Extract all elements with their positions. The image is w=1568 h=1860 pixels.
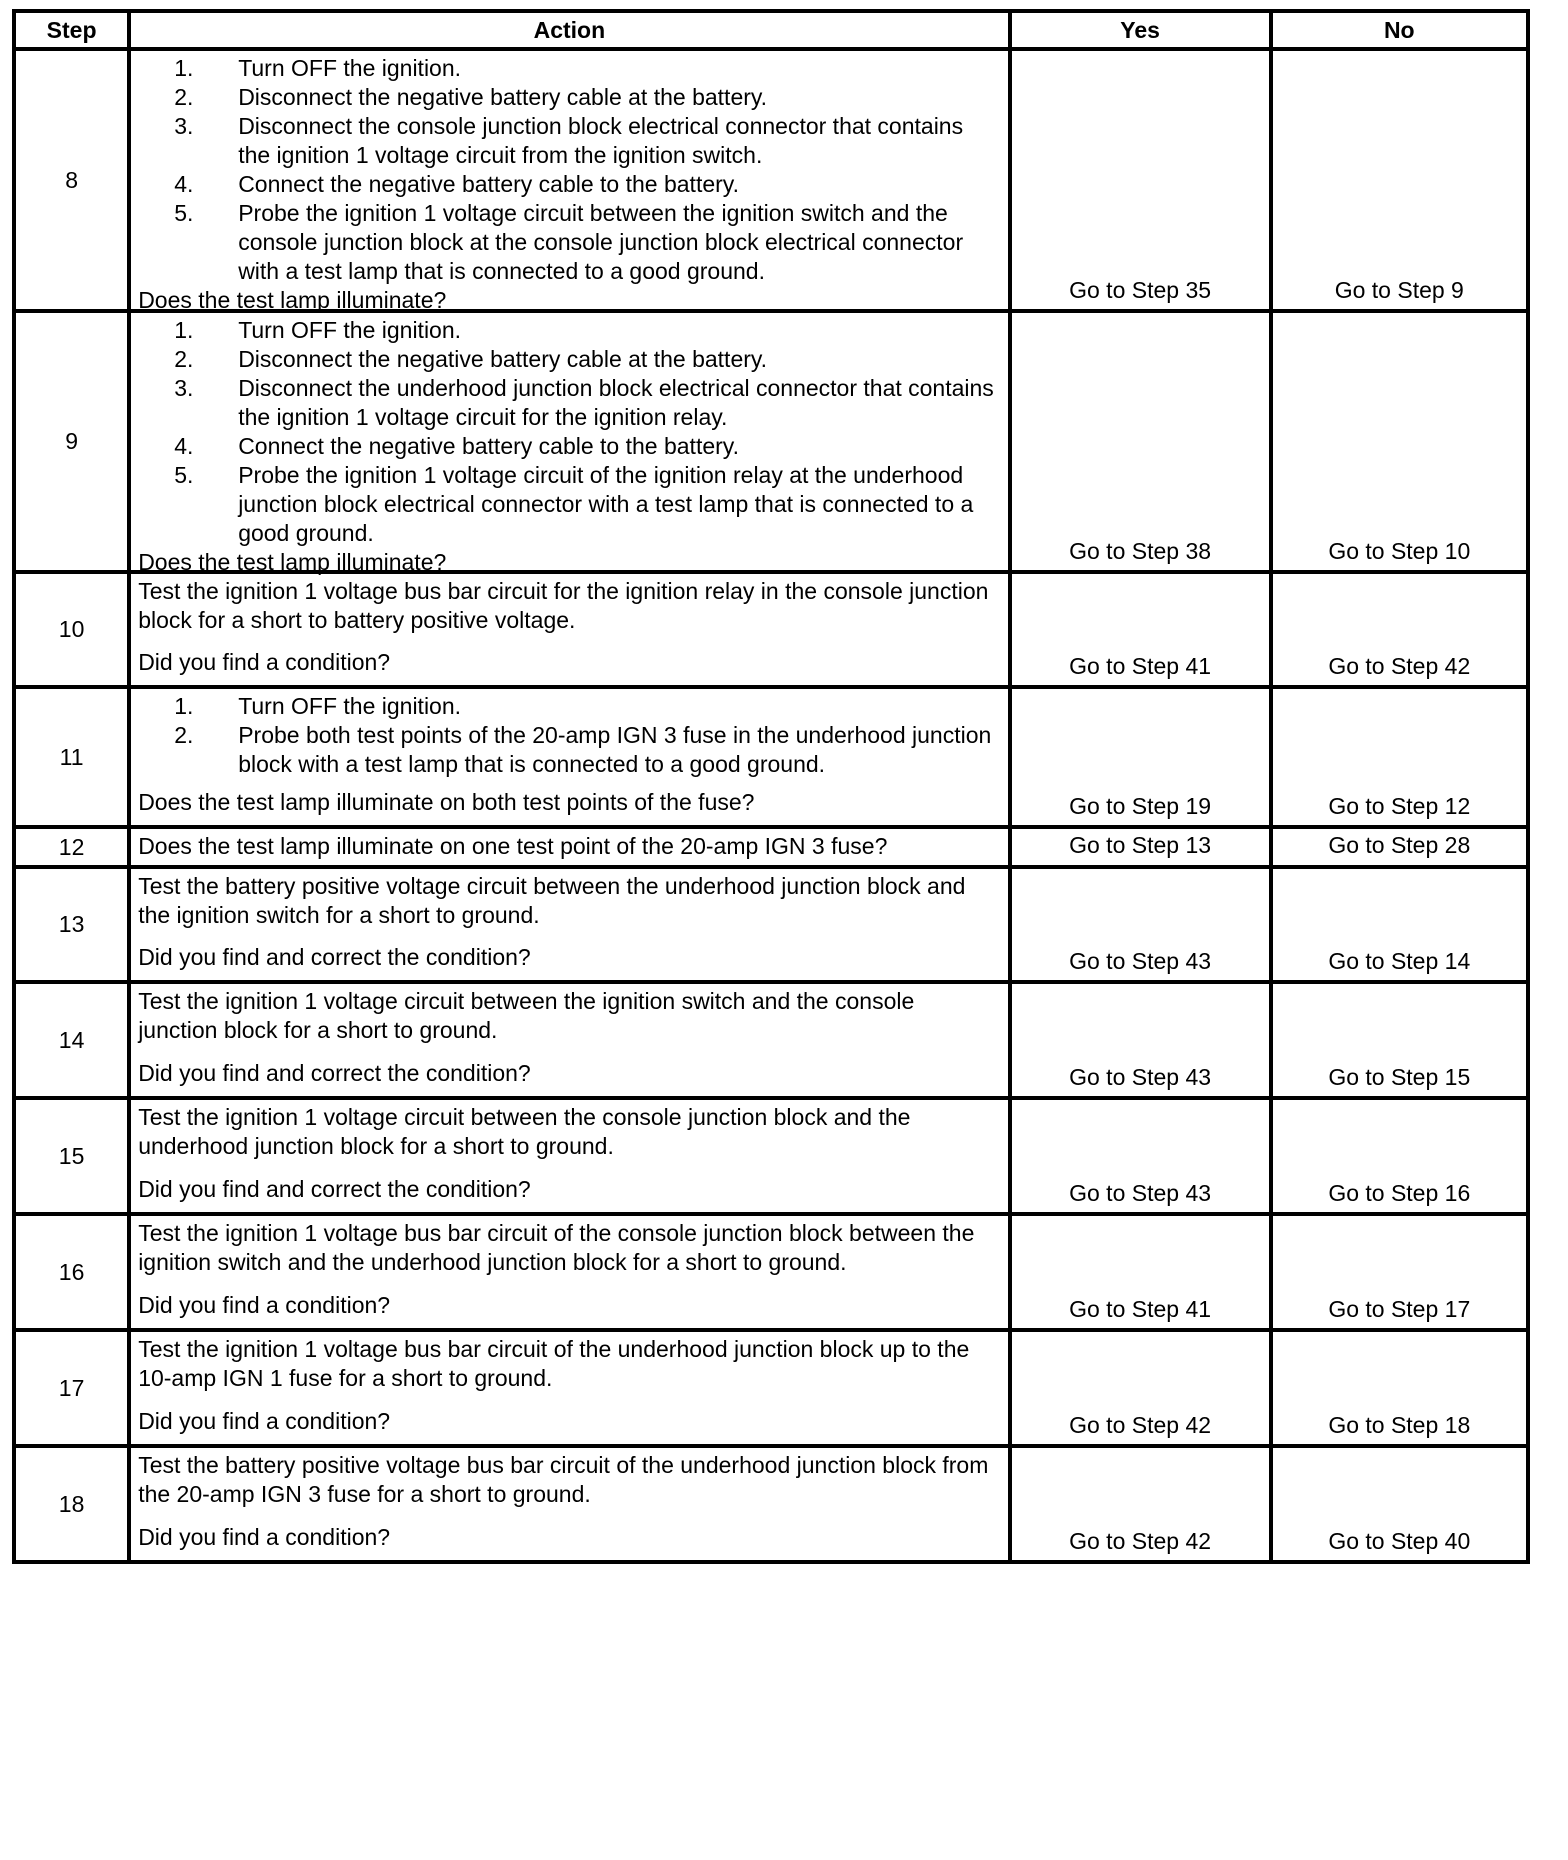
table-body bbox=[14, 49, 1528, 1562]
procedure-list bbox=[138, 692, 999, 779]
action-question: Does the test lamp illuminate? bbox=[138, 287, 447, 313]
procedure-item bbox=[174, 374, 999, 432]
procedure-item bbox=[174, 692, 999, 721]
action-content bbox=[138, 692, 999, 817]
yes-result: Go to Step 41 bbox=[1010, 572, 1271, 687]
action-question: Did you find a condition? bbox=[138, 1292, 391, 1318]
procedure-item bbox=[174, 316, 999, 345]
action-instructions bbox=[138, 577, 999, 635]
action-instructions bbox=[138, 1219, 999, 1277]
action-instructions bbox=[138, 692, 999, 779]
action-cell bbox=[129, 827, 1009, 867]
procedure-item-number: 1. bbox=[174, 317, 194, 343]
yes-result: Go to Step 43 bbox=[1010, 982, 1271, 1098]
action-content bbox=[138, 1335, 999, 1436]
action-cell bbox=[129, 1330, 1009, 1446]
header-step: Step bbox=[14, 11, 129, 49]
procedure-item-number: 3. bbox=[174, 113, 194, 139]
header-yes: Yes bbox=[1010, 11, 1271, 49]
procedure-item-text: Connect the negative battery cable to the battery. bbox=[238, 171, 739, 197]
table-row bbox=[14, 1446, 1528, 1562]
procedure-item-number: 4. bbox=[174, 433, 194, 459]
step-number: 9 bbox=[14, 311, 129, 572]
yes-result: Go to Step 43 bbox=[1010, 867, 1271, 982]
action-question: Did you find a condition? bbox=[138, 1524, 391, 1550]
action-instructions bbox=[138, 316, 999, 548]
table-row bbox=[14, 982, 1528, 1098]
action-instructions bbox=[138, 1451, 999, 1509]
step-number: 13 bbox=[14, 867, 129, 982]
procedure-list bbox=[138, 54, 999, 286]
procedure-item-text: Probe the ignition 1 voltage circuit between the ignition switch and the console junction block at the console junction block electrical connector with a test lamp that is connected to a good ground. bbox=[238, 200, 964, 284]
action-cell bbox=[129, 687, 1009, 827]
action-question: Did you find and correct the condition? bbox=[138, 1060, 531, 1086]
action-cell bbox=[129, 572, 1009, 687]
no-result: Go to Step 16 bbox=[1271, 1098, 1528, 1214]
step-number: 17 bbox=[14, 1330, 129, 1446]
action-cell bbox=[129, 1446, 1009, 1562]
procedure-item bbox=[174, 345, 999, 374]
yes-result: Go to Step 13 bbox=[1010, 827, 1271, 867]
action-cell bbox=[129, 49, 1009, 311]
action-text: Test the ignition 1 voltage bus bar circuit of the underhood junction block up to the 10-amp IGN 1 fuse for a short to ground. bbox=[138, 1336, 970, 1391]
procedure-item-number: 2. bbox=[174, 722, 194, 748]
yes-result: Go to Step 19 bbox=[1010, 687, 1271, 827]
no-result: Go to Step 15 bbox=[1271, 982, 1528, 1098]
action-cell bbox=[129, 311, 1009, 575]
step-number: 16 bbox=[14, 1214, 129, 1330]
action-question: Did you find a condition? bbox=[138, 1408, 391, 1434]
action-instructions bbox=[138, 987, 999, 1045]
action-content bbox=[138, 1103, 999, 1204]
action-content bbox=[138, 832, 999, 861]
procedure-item-text: Disconnect the console junction block electrical connector that contains the ignition 1 voltage circuit from the ignition switch. bbox=[238, 113, 964, 168]
procedure-item-text: Probe the ignition 1 voltage circuit of the ignition relay at the underhood junction block electrical connector with a test lamp that is connected to a good ground. bbox=[238, 462, 974, 546]
table-row bbox=[14, 1098, 1528, 1214]
table-row bbox=[14, 572, 1528, 687]
procedure-list bbox=[138, 316, 999, 548]
no-result: Go to Step 28 bbox=[1271, 827, 1528, 867]
action-question: Did you find and correct the condition? bbox=[138, 944, 531, 970]
yes-result: Go to Step 43 bbox=[1010, 1098, 1271, 1214]
no-result: Go to Step 18 bbox=[1271, 1330, 1528, 1446]
procedure-item bbox=[174, 721, 999, 779]
procedure-item-number: 4. bbox=[174, 171, 194, 197]
action-text: Test the battery positive voltage bus bar circuit of the underhood junction block from the 20-amp IGN 3 fuse for a short to ground. bbox=[138, 1452, 989, 1507]
step-number: 14 bbox=[14, 982, 129, 1098]
procedure-item-text: Turn OFF the ignition. bbox=[238, 693, 462, 719]
action-question: Did you find a condition? bbox=[138, 649, 391, 675]
action-question: Does the test lamp illuminate on one test point of the 20-amp IGN 3 fuse? bbox=[138, 833, 888, 859]
no-result: Go to Step 42 bbox=[1271, 572, 1528, 687]
yes-result: Go to Step 42 bbox=[1010, 1330, 1271, 1446]
action-cell bbox=[129, 1098, 1009, 1214]
action-instructions bbox=[138, 1335, 999, 1393]
yes-result: Go to Step 42 bbox=[1010, 1446, 1271, 1562]
action-content bbox=[138, 1451, 999, 1552]
no-result: Go to Step 9 bbox=[1271, 49, 1528, 311]
action-text: Test the ignition 1 voltage circuit between the ignition switch and the console junction block for a short to ground. bbox=[138, 988, 915, 1043]
table-row bbox=[14, 49, 1528, 311]
yes-result: Go to Step 41 bbox=[1010, 1214, 1271, 1330]
step-number: 15 bbox=[14, 1098, 129, 1214]
yes-result: Go to Step 38 bbox=[1010, 311, 1271, 572]
yes-result: Go to Step 35 bbox=[1010, 49, 1271, 311]
procedure-item bbox=[174, 54, 999, 83]
action-cell bbox=[129, 982, 1009, 1098]
table-row bbox=[14, 827, 1528, 867]
procedure-item bbox=[174, 170, 999, 199]
step-number: 11 bbox=[14, 687, 129, 827]
diagnostic-table bbox=[12, 9, 1530, 1564]
action-cell bbox=[129, 867, 1009, 982]
table-row bbox=[14, 687, 1528, 827]
procedure-item-text: Disconnect the underhood junction block electrical connector that contains the ignition 1 voltage circuit for the ignition relay. bbox=[238, 375, 994, 430]
action-instructions bbox=[138, 1103, 999, 1161]
step-number: 10 bbox=[14, 572, 129, 687]
action-question: Does the test lamp illuminate on both test points of the fuse? bbox=[138, 789, 755, 815]
procedure-item bbox=[174, 83, 999, 112]
procedure-item-text: Connect the negative battery cable to the battery. bbox=[238, 433, 739, 459]
no-result: Go to Step 12 bbox=[1271, 687, 1528, 827]
no-result: Go to Step 10 bbox=[1271, 311, 1528, 572]
procedure-item-number: 5. bbox=[174, 462, 194, 488]
action-instructions bbox=[138, 872, 999, 930]
no-result: Go to Step 40 bbox=[1271, 1446, 1528, 1562]
no-result: Go to Step 17 bbox=[1271, 1214, 1528, 1330]
action-text: Test the battery positive voltage circuit between the underhood junction block and the ignition switch for a short to ground. bbox=[138, 873, 966, 928]
procedure-item-number: 1. bbox=[174, 55, 194, 81]
procedure-item-number: 1. bbox=[174, 693, 194, 719]
header-row bbox=[14, 11, 1528, 49]
table-row bbox=[14, 311, 1528, 572]
table-row bbox=[14, 1214, 1528, 1330]
action-content bbox=[138, 987, 999, 1088]
procedure-item-text: Disconnect the negative battery cable at the battery. bbox=[238, 346, 768, 372]
procedure-item bbox=[174, 199, 999, 286]
action-content bbox=[138, 872, 999, 972]
header-action: Action bbox=[129, 11, 1009, 49]
procedure-item bbox=[174, 461, 999, 548]
procedure-item-number: 2. bbox=[174, 346, 194, 372]
procedure-item-number: 2. bbox=[174, 84, 194, 110]
action-instructions bbox=[138, 54, 999, 286]
procedure-item-text: Disconnect the negative battery cable at the battery. bbox=[238, 84, 768, 110]
action-cell bbox=[129, 1214, 1009, 1330]
table-row bbox=[14, 1330, 1528, 1446]
action-text: Test the ignition 1 voltage circuit between the console junction block and the underhood junction block for a short to ground. bbox=[138, 1104, 911, 1159]
procedure-item bbox=[174, 112, 999, 170]
no-result: Go to Step 14 bbox=[1271, 867, 1528, 982]
step-number: 8 bbox=[14, 49, 129, 311]
action-content bbox=[138, 316, 999, 575]
action-content bbox=[138, 54, 999, 313]
table-row bbox=[14, 867, 1528, 982]
action-text: Test the ignition 1 voltage bus bar circuit for the ignition relay in the console junction block for a short to battery positive voltage. bbox=[138, 578, 989, 633]
procedure-item bbox=[174, 432, 999, 461]
procedure-item-number: 5. bbox=[174, 200, 194, 226]
action-text: Test the ignition 1 voltage bus bar circuit of the console junction block between the ignition switch and the underhood junction block for a short to ground. bbox=[138, 1220, 975, 1275]
action-content bbox=[138, 577, 999, 677]
procedure-item-number: 3. bbox=[174, 375, 194, 401]
procedure-item-text: Turn OFF the ignition. bbox=[238, 55, 462, 81]
step-number: 12 bbox=[14, 827, 129, 867]
procedure-item-text: Probe both test points of the 20-amp IGN 3 fuse in the underhood junction block with a test lamp that is connected to a good ground. bbox=[238, 722, 992, 777]
procedure-item-text: Turn OFF the ignition. bbox=[238, 317, 462, 343]
header-no: No bbox=[1271, 11, 1528, 49]
action-question: Does the test lamp illuminate? bbox=[138, 549, 447, 575]
action-content bbox=[138, 1219, 999, 1320]
action-question: Did you find and correct the condition? bbox=[138, 1176, 531, 1202]
step-number: 18 bbox=[14, 1446, 129, 1562]
